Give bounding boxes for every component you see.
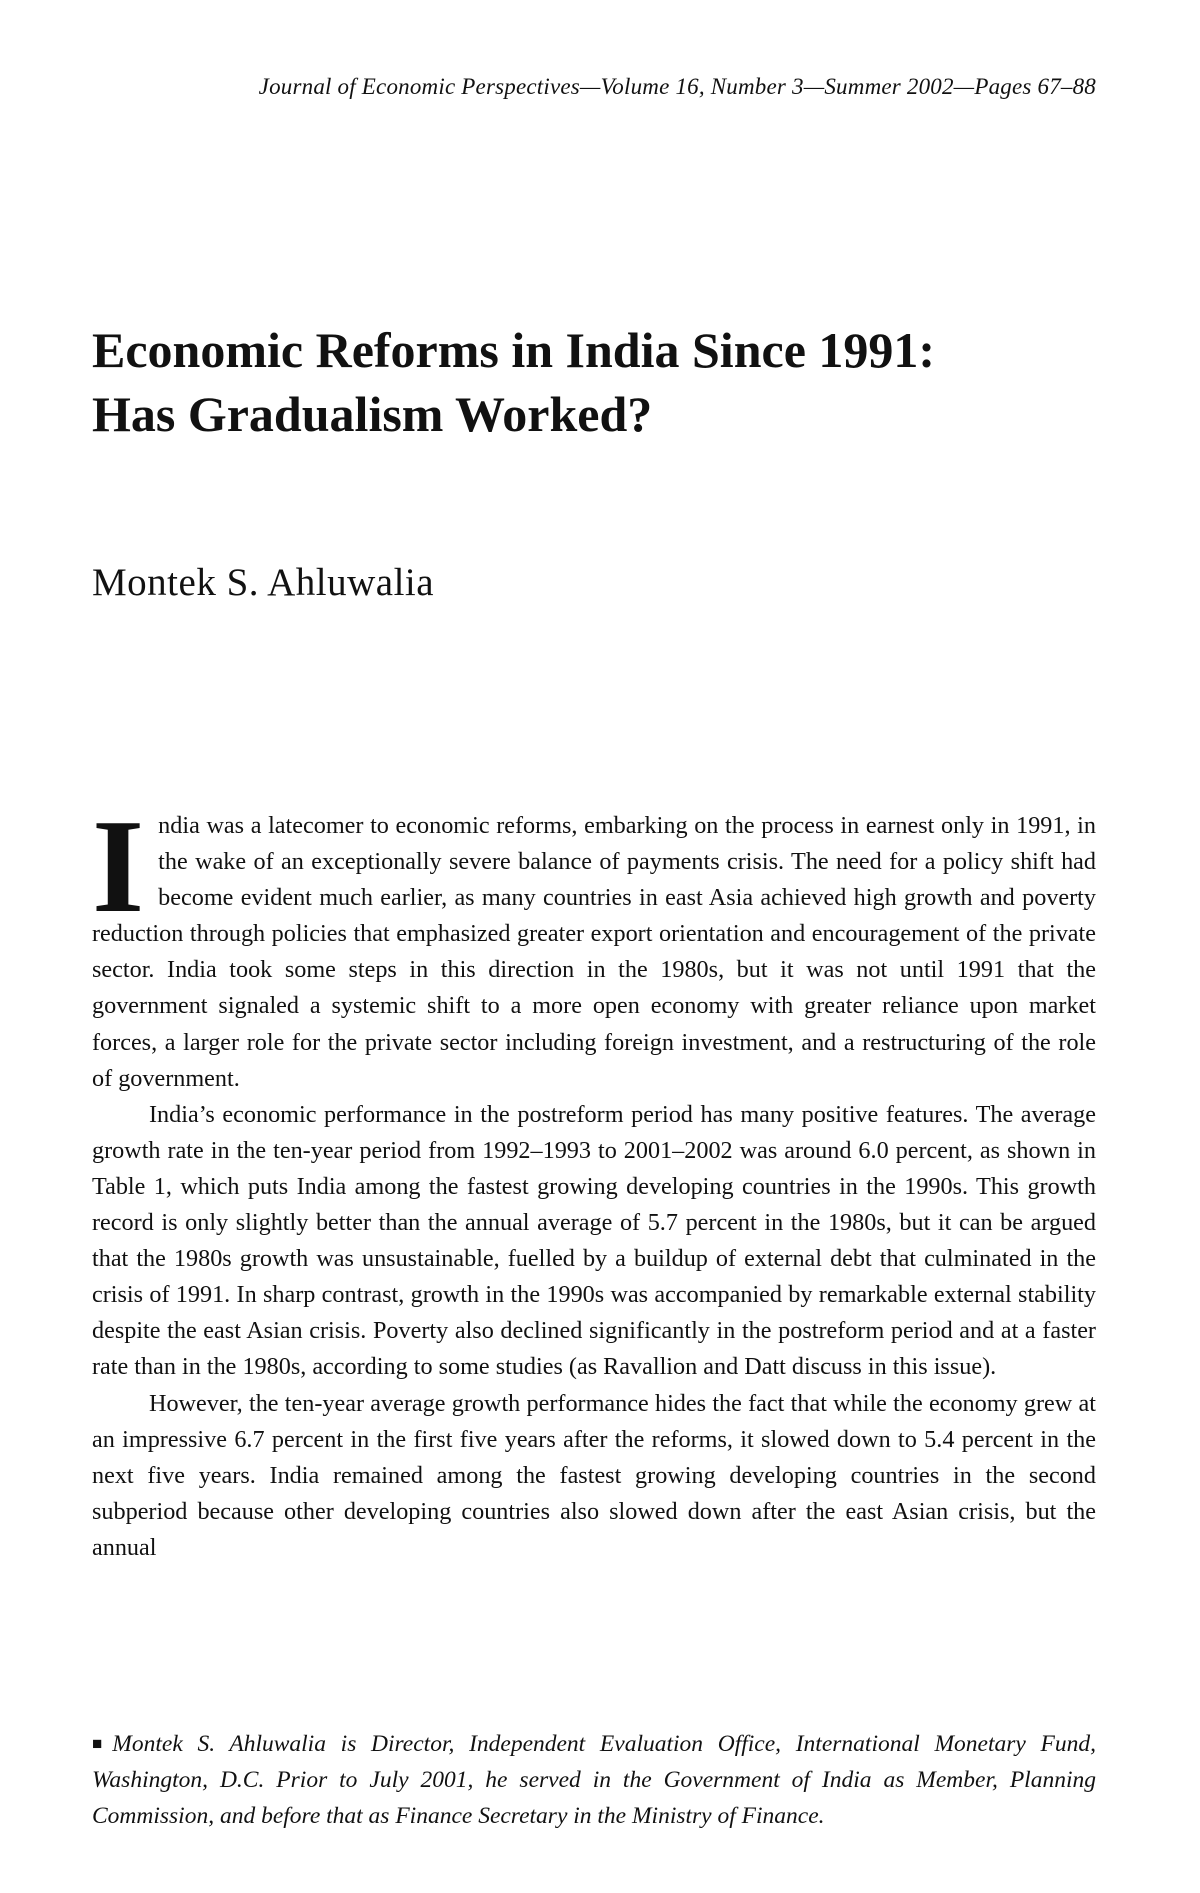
title-line-2: Has Gradualism Worked? xyxy=(92,386,653,442)
footnote-text: Montek S. Ahluwalia is Director, Independent Evaluation Office, International Monetary Fund, Washington, D.C. Prior to July 2001, he served in the Government of India as Member, Planning Commission, and before that as Finance Secretary in the Ministry of Finance. xyxy=(92,1731,1096,1829)
title-line-1: Economic Reforms in India Since 1991: xyxy=(92,322,936,378)
article-title xyxy=(92,318,1112,446)
paragraph-1-text: ndia was a latecomer to economic reforms, embarking on the process in earnest only in 1991, in the wake of an exceptionally severe balance of payments crisis. The need for a policy shift had become evident much earlier, as many countries in east Asia achieved high growth and poverty reduction through policies that emphasized greater export orientation and encouragement of the private sector. India took some steps in this direction in the 1980s, but it was not until 1991 that the government signaled a systemic shift to a more open economy with greater reliance upon market forces, a larger role for the private sector including foreign investment, and a restructuring of the role of government. xyxy=(92,812,1096,1092)
drop-cap: I xyxy=(92,792,145,940)
paragraph-2: India’s economic performance in the postreform period has many positive features. The average growth rate in the ten-year period from 1992–1993 to 2001–2002 was around 6.0 percent, as shown in Table 1, which puts India among the fastest growing developing countries in the 1990s. This growth record is only slightly better than the annual average of 5.7 percent in the 1980s, but it can be argued that the 1980s growth was unsustainable, fuelled by a buildup of external debt that culminated in the crisis of 1991. In sharp contrast, growth in the 1990s was accompanied by remarkable external stability despite the east Asian crisis. Poverty also declined significantly in the postreform period and at a faster rate than in the 1980s, according to some studies (as Ravallion and Datt discuss in this issue). xyxy=(92,1100,1096,1381)
author-footnote xyxy=(92,1726,1096,1834)
paragraph-3: However, the ten-year average growth performance hides the fact that while the economy grew at an impressive 6.7 percent in the first five years after the reforms, it slowed down to 5.4 percent in the next five years. India remained among the fastest growing developing countries in the second subperiod because other developing countries also slowed down after the east Asian crisis, but the annual xyxy=(92,1389,1096,1561)
footnote-bullet: ■ xyxy=(92,1734,103,1753)
paragraph-1 xyxy=(92,792,1096,1097)
author-name: Montek S. Ahluwalia xyxy=(92,561,435,604)
running-head: Journal of Economic Perspectives—Volume 16, Number 3—Summer 2002—Pages 67–88 xyxy=(258,74,1096,99)
article-body xyxy=(92,792,1096,1566)
